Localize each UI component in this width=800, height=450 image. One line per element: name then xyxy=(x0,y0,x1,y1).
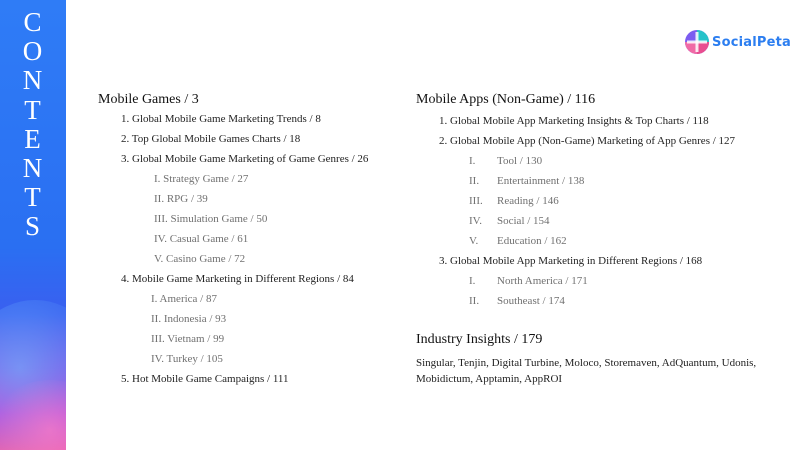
sidebar-band xyxy=(0,0,66,450)
subitem-label: Entertainment / 138 xyxy=(497,175,585,187)
toc-item-top-games-charts[interactable]: 2. Top Global Mobile Games Charts / 18 xyxy=(121,133,301,145)
subitem-label: Tool / 130 xyxy=(497,155,543,167)
toc-item-game-regions[interactable]: 4. Mobile Game Marketing in Different Regions / 84 xyxy=(121,273,354,285)
toc-subitem-america[interactable]: I. America / 87 xyxy=(151,293,217,305)
roman-numeral: V. xyxy=(469,235,479,247)
subitem-label: Southeast / 174 xyxy=(497,295,565,307)
subitem-label: Reading / 146 xyxy=(497,195,559,207)
toc-subitem-rpg[interactable]: II. RPG / 39 xyxy=(154,193,208,205)
toc-item-game-marketing-trends[interactable]: 1. Global Mobile Game Marketing Trends / 8 xyxy=(121,113,321,125)
mobile-apps-heading: Mobile Apps (Non-Game) / 116 xyxy=(416,92,596,107)
toc-subitem-vietnam[interactable]: III. Vietnam / 99 xyxy=(151,333,225,345)
mobile-games-heading: Mobile Games / 3 xyxy=(98,92,199,107)
toc-subitem-simulation-game[interactable]: III. Simulation Game / 50 xyxy=(154,213,268,225)
toc-subitem-turkey[interactable]: IV. Turkey / 105 xyxy=(151,353,223,365)
toc-item-hot-campaigns[interactable]: 5. Hot Mobile Game Campaigns / 111 xyxy=(121,373,289,385)
industry-insights-partners: Singular, Tenjin, Digital Turbine, Moloco, Storemaven, AdQuantum, Udonis, Mobidictum, Apptamin, AppROI xyxy=(416,357,757,385)
industry-insights-heading: Industry Insights / 179 xyxy=(416,332,543,347)
subitem-label: North America / 171 xyxy=(497,275,588,287)
mobile-apps-section xyxy=(416,90,595,110)
toc-item-app-regions[interactable]: 3. Global Mobile App Marketing in Different Regions / 168 xyxy=(439,255,703,267)
socialpeta-logo-text: SocialPeta xyxy=(712,34,792,50)
roman-numeral: IV. xyxy=(469,215,482,227)
contents-title: C O N T E N T S xyxy=(22,7,44,242)
socialpeta-logo[interactable] xyxy=(684,28,791,56)
roman-numeral: I. xyxy=(469,155,476,167)
toc-item-app-genres[interactable]: 2. Global Mobile App (Non-Game) Marketing of App Genres / 127 xyxy=(439,135,736,147)
toc-item-app-insights[interactable]: 1. Global Mobile App Marketing Insights & Top Charts / 118 xyxy=(439,115,709,127)
roman-numeral: I. xyxy=(469,275,476,287)
roman-numeral: III. xyxy=(469,195,483,207)
mobile-games-section xyxy=(98,90,199,110)
toc-subitem-strategy-game[interactable]: I. Strategy Game / 27 xyxy=(154,173,249,185)
toc-subitem-indonesia[interactable]: II. Indonesia / 93 xyxy=(151,313,227,325)
subitem-label: Education / 162 xyxy=(497,235,567,247)
toc-item-game-genres[interactable]: 3. Global Mobile Game Marketing of Game Genres / 26 xyxy=(121,153,369,165)
subitem-label: Social / 154 xyxy=(497,215,550,227)
socialpeta-logo-icon xyxy=(684,29,710,55)
roman-numeral: II. xyxy=(469,175,480,187)
toc-subitem-casual-game[interactable]: IV. Casual Game / 61 xyxy=(154,233,249,245)
toc-subitem-casino-game[interactable]: V. Casino Game / 72 xyxy=(154,253,246,265)
roman-numeral: II. xyxy=(469,295,480,307)
